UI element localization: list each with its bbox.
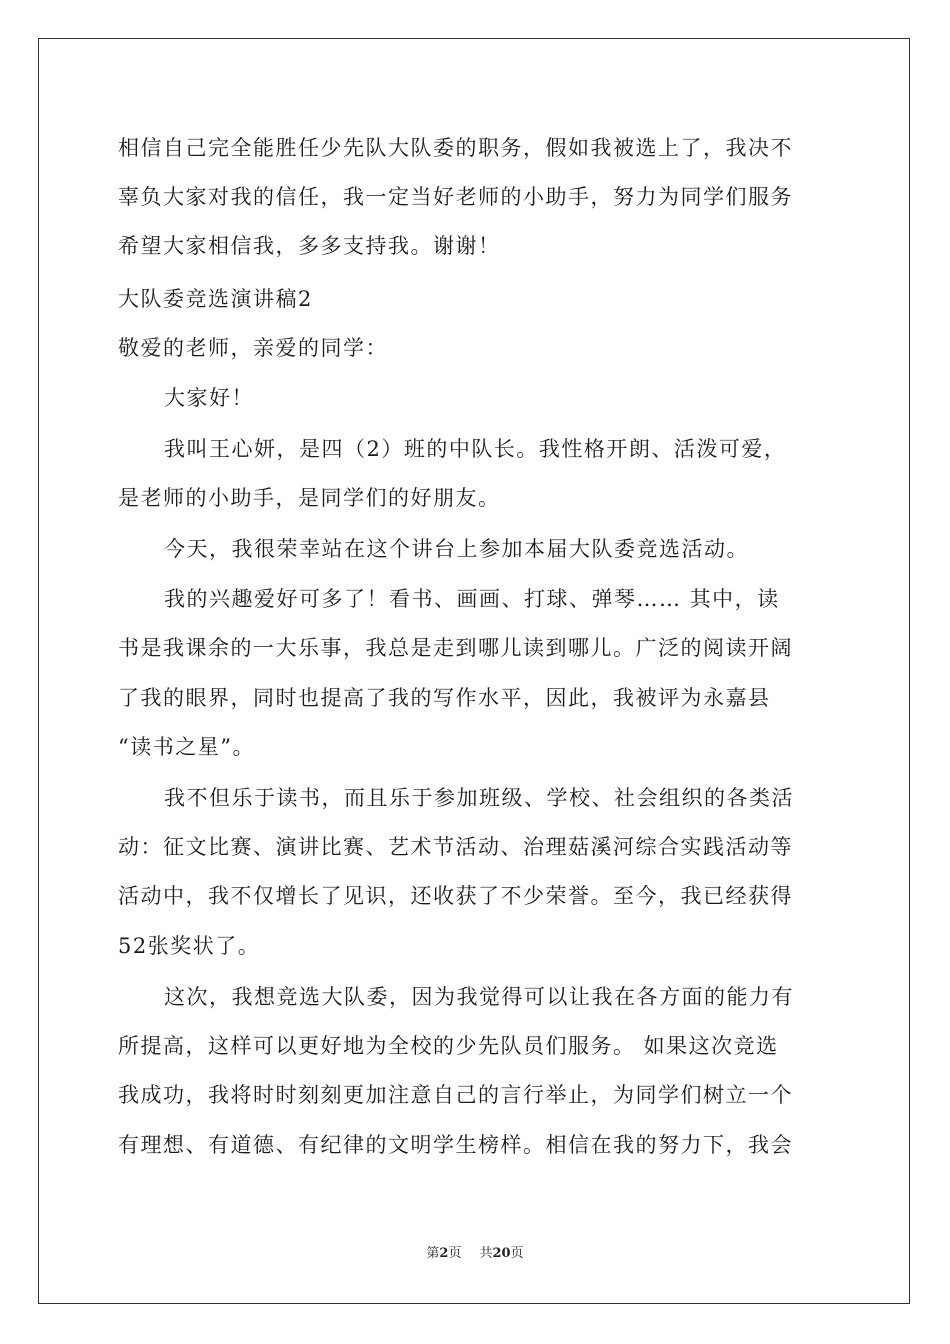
text-line: 是老师的小助手，是同学们的好朋友。	[118, 486, 501, 510]
text-line: 这次，我想竞选大队委，因为我觉得可以让我在各方面的能力有	[164, 985, 794, 1009]
text-line: 我的兴趣爱好可多了！看书、画画、打球、弹琴…… 其中，读	[164, 587, 780, 611]
total-suffix: 页	[510, 1246, 524, 1261]
text-line: 我叫王心妍，是四（2）班的中队长。我性格开朗、活泼可爱，	[164, 437, 787, 461]
page-suffix: 页	[448, 1246, 462, 1261]
text-line: 书是我课余的一大乐事，我总是走到哪儿读到哪儿。广泛的阅读开阔	[118, 636, 793, 660]
text-line: 52张奖状了。	[118, 934, 261, 958]
page-total: 20	[492, 1246, 511, 1261]
text-line: 了我的眼界，同时也提高了我的写作水平，因此，我被评为永嘉县	[118, 686, 771, 710]
total-prefix: 共	[479, 1246, 493, 1261]
text-line: 我成功，我将时时刻刻更加注意自己的言行举止，为同学们树立一个	[118, 1083, 793, 1107]
page-footer	[0, 1242, 950, 1261]
text-line: “读书之星”。	[118, 735, 255, 759]
text-line: 我不但乐于读书，而且乐于参加班级、学校、社会组织的各类活	[164, 786, 794, 810]
text-line: 相信自己完全能胜任少先队大队委的职务，假如我被选上了，我决不	[118, 136, 793, 160]
section-heading: 大队委竞选演讲稿2	[118, 287, 313, 311]
greeting: 大家好！	[164, 386, 254, 410]
text-line: 今天，我很荣幸站在这个讲台上参加本届大队委竞选活动。	[164, 537, 749, 561]
text-line: 动：征文比赛、演讲比赛、艺术节活动、治理菇溪河综合实践活动等	[118, 835, 793, 859]
text-line: 希望大家相信我，多多支持我。谢谢！	[118, 234, 501, 258]
salutation: 敬爱的老师，亲爱的同学：	[118, 336, 388, 360]
text-line: 有理想、有道德、有纪律的文明学生榜样。相信在我的努力下，我会	[118, 1133, 793, 1157]
page-border	[38, 38, 910, 1304]
page-current: 2	[439, 1246, 449, 1261]
page-prefix: 第	[426, 1246, 440, 1261]
text-line: 辜负大家对我的信任，我一定当好老师的小助手，努力为同学们服务	[118, 185, 793, 209]
text-line: 所提高，这样可以更好地为全校的少先队员们服务。 如果这次竞选	[118, 1034, 779, 1058]
text-line: 活动中，我不仅增长了见识，还收获了不少荣誉。至今，我已经获得	[118, 884, 793, 908]
